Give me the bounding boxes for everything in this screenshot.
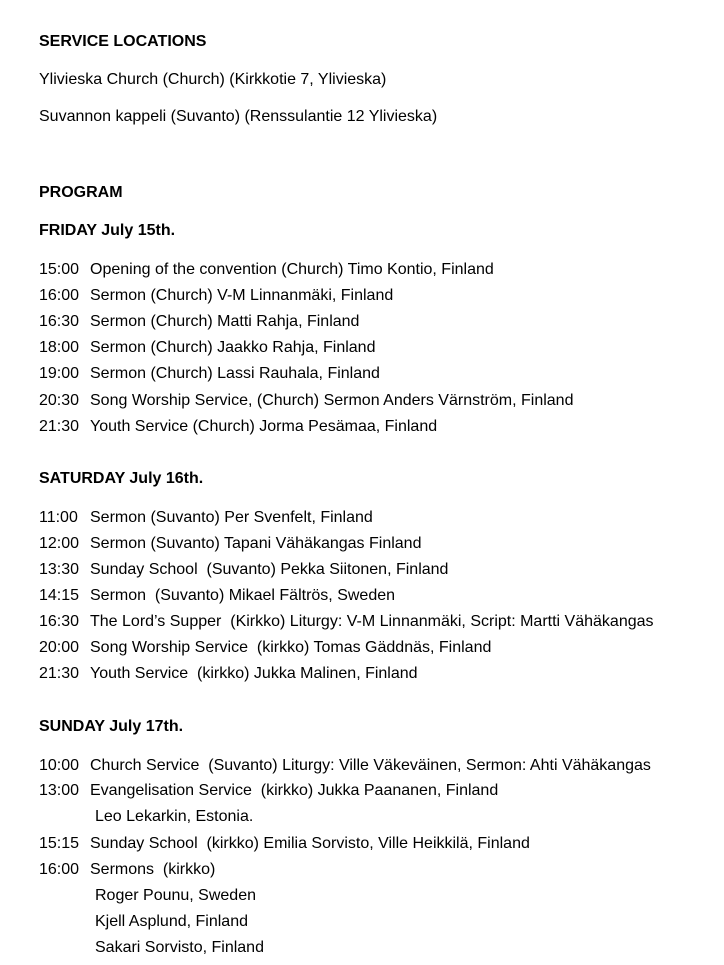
schedule-entry bbox=[39, 391, 573, 411]
schedule-entry bbox=[39, 781, 498, 801]
entry-text: Song Worship Service, (Church) Sermon Anders Värnström, Finland bbox=[90, 392, 574, 409]
schedule-entry bbox=[39, 638, 491, 658]
schedule-entry bbox=[39, 260, 494, 280]
schedule-entry-continuation bbox=[39, 886, 256, 906]
schedule-entry bbox=[39, 417, 437, 437]
schedule-entry bbox=[39, 586, 395, 606]
entry-time: 21:30 bbox=[39, 665, 80, 682]
entry-time: 16:00 bbox=[39, 861, 80, 878]
entry-time: 20:30 bbox=[39, 392, 80, 409]
entry-text: Opening of the convention (Church) Timo Kontio, Finland bbox=[90, 261, 494, 278]
entry-text: Kjell Asplund, Finland bbox=[95, 913, 248, 930]
entry-text: Sakari Sorvisto, Finland bbox=[95, 939, 264, 956]
schedule-entry bbox=[39, 286, 393, 306]
schedule-entry bbox=[39, 612, 654, 632]
entry-text: Sermon (Church) V-M Linnanmäki, Finland bbox=[90, 287, 394, 304]
schedule-entry-continuation bbox=[39, 912, 248, 932]
entry-text: Sermon (Church) Lassi Rauhala, Finland bbox=[90, 365, 380, 382]
schedule-entry bbox=[39, 338, 375, 358]
entry-text: Song Worship Service (kirkko) Tomas Gäddnäs, Finland bbox=[90, 639, 492, 656]
entry-time: 16:30 bbox=[39, 613, 80, 630]
entry-time: 15:00 bbox=[39, 261, 80, 278]
entry-time: 12:00 bbox=[39, 535, 80, 552]
day-heading-saturday: SATURDAY July 16th. bbox=[39, 470, 204, 487]
entry-text: Church Service (Suvanto) Liturgy: Ville Väkeväinen, Sermon: Ahti Vähäkangas bbox=[90, 757, 651, 774]
schedule-entry bbox=[39, 560, 448, 580]
entry-time: 11:00 bbox=[39, 509, 78, 526]
schedule-entry bbox=[39, 756, 651, 776]
service-locations-heading: SERVICE LOCATIONS bbox=[39, 33, 207, 50]
entry-text: Sermon (Suvanto) Mikael Fältrös, Sweden bbox=[90, 587, 396, 604]
entry-text: Sermon (Church) Matti Rahja, Finland bbox=[90, 313, 360, 330]
location-suvannon-kappeli: Suvannon kappeli (Suvanto) (Renssulantie 12 Ylivieska) bbox=[39, 108, 438, 125]
entry-text: Sermon (Suvanto) Per Svenfelt, Finland bbox=[90, 509, 373, 526]
schedule-entry bbox=[39, 860, 215, 880]
schedule-entry bbox=[39, 834, 530, 854]
program-heading: PROGRAM bbox=[39, 184, 123, 201]
entry-time: 16:00 bbox=[39, 287, 80, 304]
location-ylivieska-church: Ylivieska Church (Church) (Kirkkotie 7, Ylivieska) bbox=[39, 71, 387, 88]
entry-text: Youth Service (kirkko) Jukka Malinen, Finland bbox=[90, 665, 418, 682]
entry-time: 10:00 bbox=[39, 757, 80, 774]
entry-text: The Lord’s Supper (Kirkko) Liturgy: V-M Linnanmäki, Script: Martti Vähäkangas bbox=[90, 613, 654, 630]
entry-text: Youth Service (Church) Jorma Pesämaa, Finland bbox=[90, 418, 438, 435]
entry-text: Evangelisation Service (kirkko) Jukka Paananen, Finland bbox=[90, 782, 499, 799]
entry-text: Sermon (Suvanto) Tapani Vähäkangas Finland bbox=[90, 535, 422, 552]
schedule-entry bbox=[39, 534, 421, 554]
schedule-entry bbox=[39, 664, 418, 684]
entry-text: Sermon (Church) Jaakko Rahja, Finland bbox=[90, 339, 376, 356]
entry-time: 16:30 bbox=[39, 313, 80, 330]
entry-text: Roger Pounu, Sweden bbox=[95, 887, 256, 904]
entry-time: 15:15 bbox=[39, 835, 80, 852]
entry-time: 13:30 bbox=[39, 561, 80, 578]
entry-time: 13:00 bbox=[39, 782, 80, 799]
entry-text: Sunday School (Suvanto) Pekka Siitonen, Finland bbox=[90, 561, 449, 578]
schedule-entry bbox=[39, 312, 359, 332]
day-heading-friday: FRIDAY July 15th. bbox=[39, 222, 176, 239]
entry-text: Leo Lekarkin, Estonia. bbox=[95, 808, 254, 825]
entry-time: 14:15 bbox=[39, 587, 80, 604]
schedule-entry-continuation bbox=[39, 938, 264, 958]
entry-time: 21:30 bbox=[39, 418, 80, 435]
entry-time: 19:00 bbox=[39, 365, 80, 382]
entry-text: Sermons (kirkko) bbox=[90, 861, 216, 878]
schedule-entry bbox=[39, 508, 373, 528]
entry-text: Sunday School (kirkko) Emilia Sorvisto, Ville Heikkilä, Finland bbox=[90, 835, 530, 852]
entry-time: 18:00 bbox=[39, 339, 80, 356]
schedule-entry-continuation bbox=[39, 807, 253, 827]
day-heading-sunday: SUNDAY July 17th. bbox=[39, 718, 184, 735]
entry-time: 20:00 bbox=[39, 639, 80, 656]
schedule-entry bbox=[39, 364, 380, 384]
